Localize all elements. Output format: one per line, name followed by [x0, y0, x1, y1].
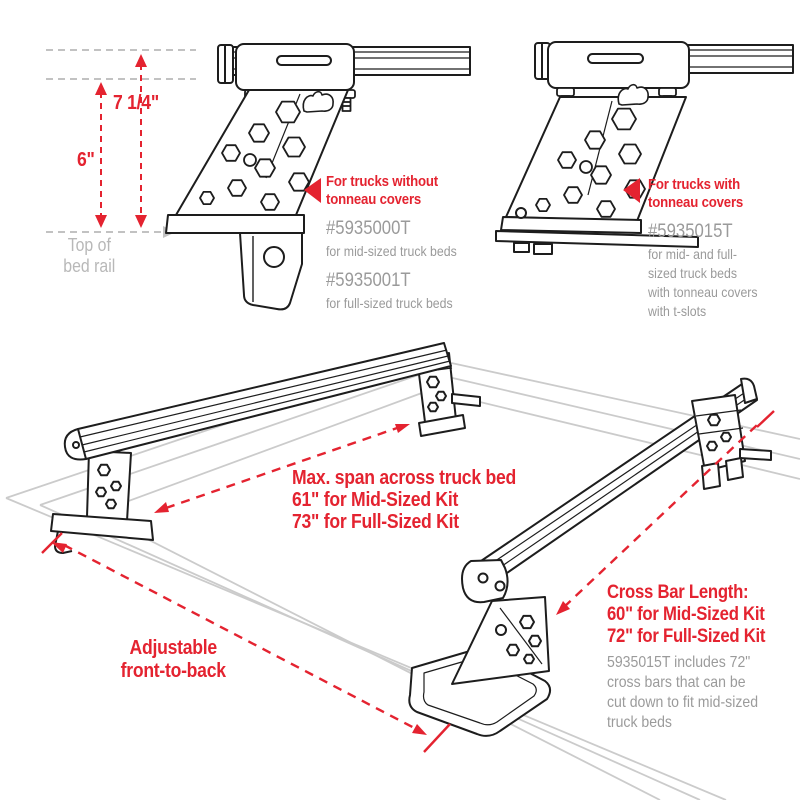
mount-head: [236, 44, 354, 90]
cap-screw: [73, 442, 79, 448]
callout-heading: For trucks with: [648, 176, 740, 193]
left-leg-plate: [87, 451, 131, 521]
mount-slot: [588, 54, 643, 63]
mount-hole: [264, 247, 284, 267]
cap-screw: [496, 582, 505, 591]
adjustable-line2: front-to-back: [120, 660, 226, 682]
part-desc: with tonneau covers: [648, 284, 758, 300]
crossbar-note-line: truck beds: [607, 714, 672, 731]
base-bolt: [516, 208, 526, 218]
part-desc: with t-slots: [648, 303, 707, 319]
adjustable-annotation: [50, 637, 296, 683]
dimension-7-1-4: 7 1/4": [113, 92, 159, 114]
mount-slot: [277, 56, 331, 65]
tslot-arm: [452, 394, 480, 406]
adjustable-line1: Adjustable: [129, 637, 217, 659]
callout-heading: tonneau covers: [648, 194, 744, 211]
callout-no-tonneau: [326, 173, 457, 313]
crossbar-full-size: 72" for Full-Sized Kit: [607, 626, 766, 647]
max-span-line2: 61" for Mid-Sized Kit: [292, 489, 459, 511]
callout-heading: For trucks without: [326, 173, 438, 190]
tslot-arm: [740, 449, 771, 460]
part-desc: for full-sized truck beds: [326, 295, 453, 311]
max-span-annotation: [292, 467, 516, 533]
max-span-line3: 73" for Full-Sized Kit: [292, 511, 459, 533]
max-span-line1: Max. span across truck bed: [292, 467, 516, 489]
dimension-6: 6": [77, 149, 95, 171]
callout-tonneau: [648, 176, 758, 321]
crossbar-note-line: 5935015T includes 72": [607, 654, 751, 671]
tslot-base-plate: [501, 217, 641, 233]
part-number: #5935015T: [648, 221, 733, 242]
crossbar-heading: Cross Bar Length:: [607, 582, 749, 603]
dimension-lines-gray: [46, 50, 196, 238]
part-number: #5935001T: [326, 270, 411, 291]
cap-screw: [479, 574, 488, 583]
dimension-arrows-red: [95, 54, 147, 228]
foot-flange: [166, 215, 304, 233]
part-number: #5935000T: [326, 218, 411, 239]
callout-heading: tonneau covers: [326, 191, 422, 208]
rail-clamp-hook: [240, 233, 302, 309]
rail-label-line2: bed rail: [63, 256, 116, 276]
left-foot: [51, 514, 153, 540]
part-desc: for mid- and full-: [648, 246, 738, 262]
part-desc: for mid-sized truck beds: [326, 243, 457, 259]
crossbar-note-line: cross bars that can be: [607, 674, 746, 691]
crossbar-mid-size: 60" for Mid-Sized Kit: [607, 604, 765, 625]
crossbar-note-line: cut down to fit mid-sized: [607, 694, 759, 711]
bar-end-cap: [741, 379, 757, 403]
rail-label-line1: Top of: [67, 235, 111, 255]
mount-head: [548, 42, 689, 88]
top-of-bed-rail-label: [40, 235, 139, 277]
part-desc: sized truck beds: [648, 265, 738, 281]
crossbar-length-annotation: [607, 582, 765, 733]
